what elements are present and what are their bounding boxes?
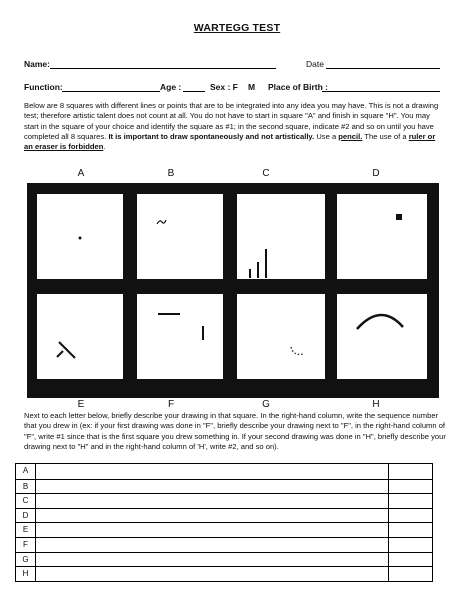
name-label: Name: bbox=[24, 59, 50, 69]
birth-label: Place of Birth : bbox=[268, 82, 328, 92]
square-label-d: D bbox=[372, 168, 380, 179]
square-label-f: F bbox=[167, 399, 175, 410]
row-letter: E bbox=[16, 523, 36, 537]
square-label-c: C bbox=[262, 168, 270, 179]
table-row bbox=[16, 566, 432, 581]
row-letter: G bbox=[16, 553, 36, 567]
wave-mark bbox=[157, 220, 166, 224]
table-row bbox=[16, 537, 432, 552]
square-c[interactable] bbox=[237, 194, 325, 279]
name-field[interactable] bbox=[50, 68, 276, 69]
sequence-column[interactable] bbox=[388, 538, 389, 552]
square-e-stimulus bbox=[37, 294, 123, 379]
function-label: Function: bbox=[24, 82, 63, 92]
instructions-ruler: ruler or an eraser is forbidden bbox=[24, 131, 436, 152]
square-f[interactable] bbox=[137, 294, 223, 379]
row-letter: D bbox=[16, 509, 36, 523]
table-row bbox=[16, 493, 432, 508]
long-diagonal bbox=[59, 342, 75, 358]
square-a-stimulus bbox=[37, 194, 123, 279]
description-instructions: Next to each letter below, briefly describe your drawing in that square. In the right-hand column, write the sequence number that you drew in (ex: if your first drawing was done in "F", briefly describe your drawing next to "F", in the right-hand column of "F", write #1 since that is the first square you drew something in. If your second drawing was done in "H", briefly describe your drawing next to "H" and in the right-hand column of 'H', write #2, and so on). bbox=[24, 411, 446, 451]
wartegg-board bbox=[27, 183, 439, 398]
row-letter: B bbox=[16, 480, 36, 494]
instructions-ruler-prefix: The use of a bbox=[364, 131, 407, 141]
page-title: WARTEGG TEST bbox=[193, 22, 281, 34]
instructions-paragraph bbox=[24, 101, 444, 152]
dot-mark bbox=[79, 237, 82, 240]
row-letter: A bbox=[16, 464, 36, 479]
answer-table bbox=[15, 463, 433, 582]
table-row bbox=[16, 552, 432, 567]
table-row bbox=[16, 522, 432, 537]
square-g[interactable] bbox=[237, 294, 325, 379]
square-e[interactable] bbox=[37, 294, 123, 379]
instructions-pencil: pencil. bbox=[338, 131, 363, 141]
square-f-stimulus bbox=[137, 294, 223, 379]
small-square-mark bbox=[396, 214, 402, 220]
square-label-b: B bbox=[167, 168, 175, 179]
square-d-stimulus bbox=[337, 194, 427, 279]
row-letter: F bbox=[16, 538, 36, 552]
short-diagonal bbox=[57, 351, 63, 357]
sex-m-option[interactable]: M bbox=[248, 82, 256, 92]
birth-field[interactable] bbox=[322, 91, 440, 92]
sequence-column[interactable] bbox=[388, 480, 389, 494]
function-field[interactable] bbox=[62, 91, 160, 92]
sequence-column[interactable] bbox=[388, 509, 389, 523]
square-label-g: G bbox=[262, 399, 270, 410]
sequence-column[interactable] bbox=[388, 464, 389, 479]
sequence-column[interactable] bbox=[388, 523, 389, 537]
square-label-e: E bbox=[77, 399, 85, 410]
sequence-column[interactable] bbox=[388, 494, 389, 508]
arc-mark bbox=[357, 315, 403, 329]
age-field[interactable] bbox=[183, 91, 205, 92]
square-label-h: H bbox=[372, 399, 380, 410]
instructions-emphasis: It is important to draw spontaneously and not artistically. bbox=[108, 131, 315, 141]
square-h[interactable] bbox=[337, 294, 427, 379]
square-d[interactable] bbox=[337, 194, 427, 279]
sex-label: Sex : F bbox=[210, 82, 238, 92]
date-field[interactable] bbox=[326, 68, 440, 69]
date-label: Date bbox=[306, 59, 324, 69]
square-a[interactable] bbox=[37, 194, 123, 279]
sequence-column[interactable] bbox=[388, 567, 389, 581]
square-c-stimulus bbox=[237, 194, 325, 279]
square-label-a: A bbox=[77, 168, 85, 179]
row-letter: H bbox=[16, 567, 36, 581]
square-g-stimulus bbox=[237, 294, 325, 379]
age-label: Age : bbox=[160, 82, 182, 92]
table-row bbox=[16, 479, 432, 494]
table-row bbox=[16, 508, 432, 523]
instructions-text: Below are 8 squares with different lines or points that are to be integrated into any idea you may have. This is not a drawing test; therefore artistic talent does not count at all. You do not have to start in square "A" and finish in square "H". You may start in the square of your choice and identify the square as #1; in the second square, indicate #2 and so on until you have completed all 8 squares. bbox=[24, 101, 439, 141]
sequence-column[interactable] bbox=[388, 553, 389, 567]
square-h-stimulus bbox=[337, 294, 427, 379]
instructions-end: . bbox=[103, 142, 106, 152]
instructions-pencil-prefix: Use a bbox=[316, 131, 337, 141]
square-b-stimulus bbox=[137, 194, 223, 279]
row-letter: C bbox=[16, 494, 36, 508]
square-b[interactable] bbox=[137, 194, 223, 279]
table-row bbox=[16, 464, 432, 479]
dotted-arc bbox=[291, 347, 303, 354]
